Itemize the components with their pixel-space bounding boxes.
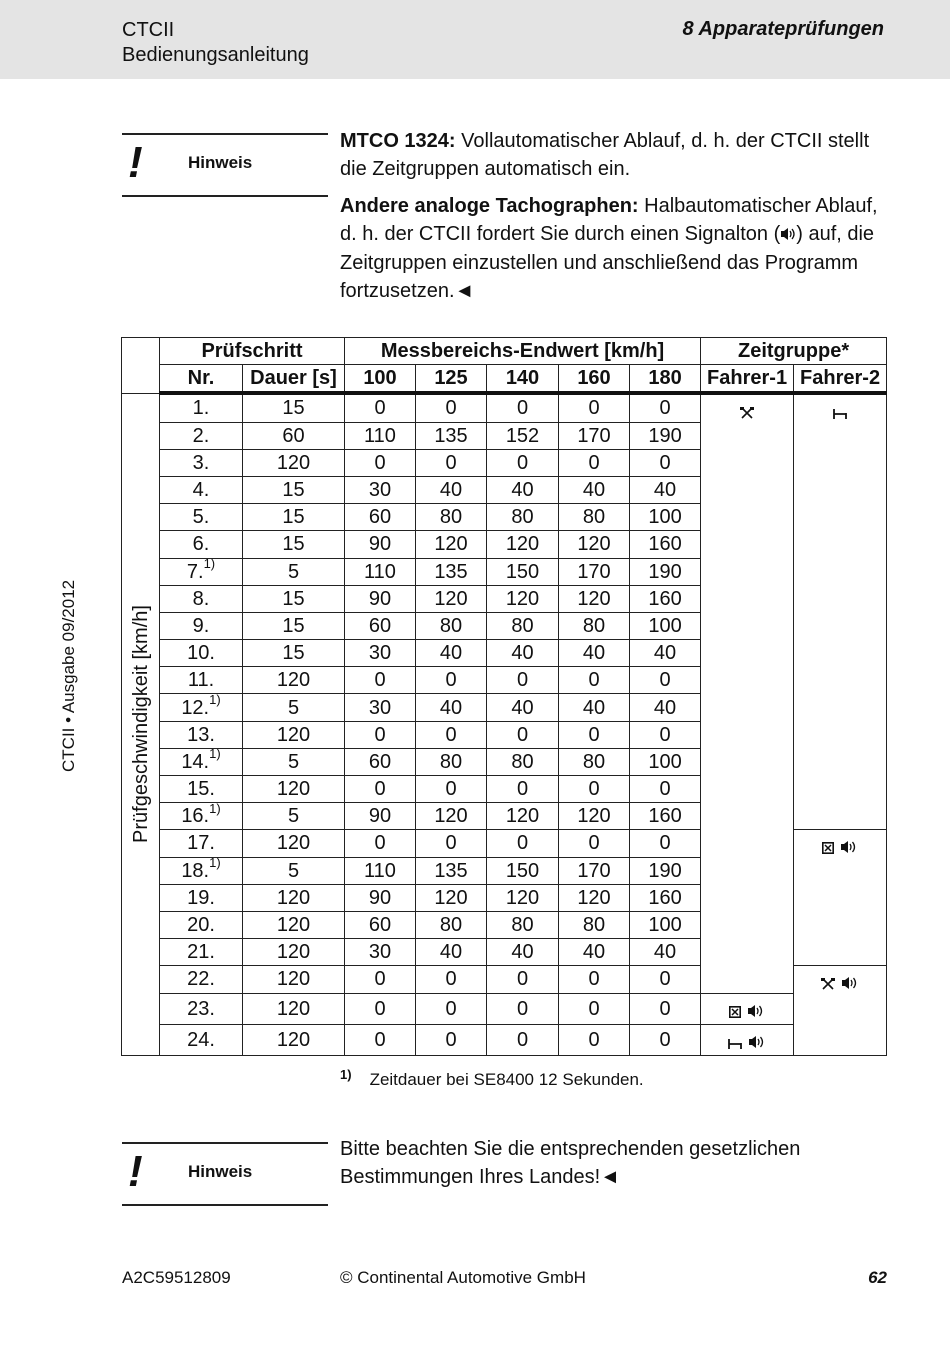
vertical-axis-label-cell	[122, 393, 160, 1055]
step-number: 12.	[181, 696, 210, 719]
cell-nr	[160, 911, 243, 938]
cell-speed-140: 80	[487, 911, 559, 938]
cell-speed-125: 80	[416, 911, 487, 938]
table-header-row-2	[122, 365, 887, 394]
cell-speed-140: 0	[487, 449, 559, 476]
footer-doc-number: A2C59512809	[122, 1268, 231, 1287]
cell-speed-160: 120	[559, 884, 630, 911]
mtco-text: Vollautomatischer Ablauf, d. h. der CTCII stellt die Zeitgruppen automatisch ein.	[340, 130, 870, 180]
header-messbereich: Messbereichs-Endwert [km/h]	[345, 338, 701, 365]
cell-nr	[160, 531, 243, 558]
cell-speed-160: 170	[559, 558, 630, 585]
fahrer2-zeitgruppe-cell	[794, 830, 887, 966]
cell-speed-160: 0	[559, 966, 630, 993]
cell-speed-125: 0	[416, 776, 487, 803]
step-number: 16.	[181, 805, 210, 828]
header-dauer: Dauer [s]	[243, 365, 345, 394]
cell-nr	[160, 857, 243, 884]
cell-dauer: 120	[243, 993, 345, 1024]
cell-speed-180: 0	[630, 830, 701, 857]
step-number: 15.	[187, 778, 215, 801]
step-number: 9.	[192, 614, 210, 637]
cell-dauer: 15	[243, 476, 345, 503]
hint-box-1	[122, 133, 328, 197]
cell-speed-180: 0	[630, 393, 701, 422]
cell-speed-125: 135	[416, 558, 487, 585]
cell-speed-125: 40	[416, 476, 487, 503]
cell-speed-140: 120	[487, 531, 559, 558]
cell-speed-160: 0	[559, 449, 630, 476]
footer-page-number: 62	[868, 1268, 887, 1287]
cell-speed-100: 60	[345, 911, 416, 938]
cell-nr	[160, 939, 243, 966]
cell-speed-125: 0	[416, 393, 487, 422]
cell-nr	[160, 694, 243, 721]
hint-label: Hinweis	[188, 153, 253, 172]
header-nr: Nr.	[160, 365, 243, 394]
mtco-heading: MTCO 1324:	[340, 130, 456, 152]
cell-speed-140: 150	[487, 558, 559, 585]
step-number: 2.	[192, 424, 210, 447]
cell-speed-100: 30	[345, 640, 416, 667]
cell-speed-160: 80	[559, 504, 630, 531]
footnote-ref: 1)	[209, 857, 221, 870]
work-hammers-icon	[740, 403, 754, 420]
footnote-ref: 1)	[209, 693, 221, 707]
page-header	[0, 0, 950, 79]
speaker-icon	[780, 223, 796, 251]
cell-speed-140: 40	[487, 640, 559, 667]
rest-bed-icon	[728, 1033, 765, 1050]
cell-speed-180: 160	[630, 585, 701, 612]
header-doc-subtitle: Bedienungsanleitung	[122, 44, 309, 66]
cell-speed-100: 60	[345, 748, 416, 775]
cell-speed-140: 40	[487, 939, 559, 966]
availability-box-icon	[822, 838, 857, 855]
cell-speed-160: 120	[559, 531, 630, 558]
cell-speed-100: 0	[345, 966, 416, 993]
cell-speed-180: 0	[630, 966, 701, 993]
cell-speed-125: 40	[416, 939, 487, 966]
footer-copyright: © Continental Automotive GmbH	[340, 1268, 586, 1287]
cell-speed-180: 0	[630, 667, 701, 694]
cell-speed-125: 0	[416, 721, 487, 748]
footnote-ref: 1)	[209, 748, 221, 762]
cell-speed-160: 0	[559, 993, 630, 1024]
cell-dauer: 15	[243, 393, 345, 422]
cell-nr	[160, 884, 243, 911]
cell-speed-125: 80	[416, 612, 487, 639]
cell-speed-180: 100	[630, 504, 701, 531]
cell-nr	[160, 640, 243, 667]
hint-box-2	[122, 1142, 328, 1206]
cell-speed-160: 80	[559, 911, 630, 938]
cell-speed-140: 80	[487, 612, 559, 639]
fahrer2-zeitgruppe-cell	[794, 966, 887, 1056]
cell-speed-140: 120	[487, 884, 559, 911]
test-steps-table	[121, 337, 887, 1056]
cell-nr	[160, 966, 243, 993]
cell-speed-100: 30	[345, 939, 416, 966]
cell-nr	[160, 449, 243, 476]
exclamation-icon: !	[128, 138, 143, 187]
header-speed-125: 125	[416, 365, 487, 394]
cell-speed-160: 120	[559, 803, 630, 830]
cell-speed-180: 0	[630, 449, 701, 476]
hint2-text: Bitte beachten Sie die entsprechenden gesetzlichen Bestimmungen Ihres Landes!	[340, 1138, 801, 1188]
cell-speed-100: 110	[345, 422, 416, 449]
cell-speed-140: 40	[487, 694, 559, 721]
cell-speed-100: 90	[345, 531, 416, 558]
cell-speed-160: 120	[559, 585, 630, 612]
cell-speed-140: 0	[487, 993, 559, 1024]
cell-speed-160: 80	[559, 748, 630, 775]
cell-speed-125: 80	[416, 504, 487, 531]
hint1-analog-paragraph	[340, 193, 890, 305]
cell-speed-125: 80	[416, 748, 487, 775]
cell-speed-180: 160	[630, 803, 701, 830]
header-fahrer-2: Fahrer-2	[794, 365, 887, 394]
cell-nr	[160, 612, 243, 639]
cell-speed-140: 150	[487, 857, 559, 884]
cell-speed-125: 120	[416, 884, 487, 911]
cell-speed-160: 40	[559, 476, 630, 503]
end-mark: ◄	[454, 279, 475, 302]
cell-speed-100: 0	[345, 393, 416, 422]
cell-speed-180: 190	[630, 857, 701, 884]
cell-nr	[160, 721, 243, 748]
cell-dauer: 120	[243, 966, 345, 993]
step-number: 4.	[192, 479, 210, 502]
cell-dauer: 120	[243, 911, 345, 938]
header-corner-cell	[122, 338, 160, 394]
step-number: 17.	[187, 832, 215, 855]
cell-nr	[160, 476, 243, 503]
cell-speed-180: 0	[630, 1024, 701, 1055]
analog-text-a: Halbautomatischer Ablauf, d. h. der CTCII fordert Sie durch einen Signalton (	[340, 195, 878, 245]
step-number: 24.	[187, 1028, 215, 1051]
cell-dauer: 15	[243, 531, 345, 558]
cell-speed-125: 120	[416, 585, 487, 612]
header-zeitgruppe: Zeitgruppe*	[701, 338, 887, 365]
cell-speed-140: 80	[487, 748, 559, 775]
cell-speed-140: 120	[487, 803, 559, 830]
header-pruefschritt: Prüfschritt	[160, 338, 345, 365]
cell-speed-140: 40	[487, 476, 559, 503]
cell-dauer: 60	[243, 422, 345, 449]
cell-speed-140: 120	[487, 585, 559, 612]
step-number: 6.	[192, 533, 210, 556]
cell-speed-125: 135	[416, 857, 487, 884]
cell-speed-160: 40	[559, 640, 630, 667]
cell-speed-140: 0	[487, 830, 559, 857]
cell-speed-100: 0	[345, 1024, 416, 1055]
cell-speed-160: 40	[559, 939, 630, 966]
step-number: 14.	[181, 750, 210, 773]
cell-speed-100: 90	[345, 803, 416, 830]
cell-speed-100: 110	[345, 857, 416, 884]
cell-speed-100: 30	[345, 694, 416, 721]
step-number: 18.	[181, 859, 210, 882]
step-number: 20.	[187, 914, 215, 937]
cell-speed-180: 0	[630, 721, 701, 748]
cell-speed-125: 0	[416, 966, 487, 993]
cell-dauer: 120	[243, 830, 345, 857]
cell-speed-160: 40	[559, 694, 630, 721]
cell-nr	[160, 830, 243, 857]
step-number: 8.	[192, 587, 210, 610]
cell-speed-140: 0	[487, 1024, 559, 1055]
cell-dauer: 5	[243, 857, 345, 884]
cell-speed-180: 40	[630, 939, 701, 966]
hint-label: Hinweis	[188, 1162, 253, 1181]
cell-speed-125: 0	[416, 667, 487, 694]
cell-speed-125: 120	[416, 803, 487, 830]
fahrer1-zeitgruppe-cell	[701, 1024, 794, 1055]
header-speed-160: 160	[559, 365, 630, 394]
step-number: 23.	[187, 997, 215, 1020]
cell-dauer: 15	[243, 585, 345, 612]
cell-speed-140: 0	[487, 776, 559, 803]
cell-speed-125: 0	[416, 1024, 487, 1055]
cell-nr	[160, 748, 243, 775]
cell-speed-180: 160	[630, 531, 701, 558]
work-hammers-icon	[821, 974, 858, 991]
step-number: 22.	[187, 968, 215, 991]
fahrer2-zeitgruppe-cell	[794, 393, 887, 830]
cell-speed-180: 40	[630, 694, 701, 721]
vertical-axis-label: Prüfgeschwindigkeit [km/h]	[129, 605, 152, 844]
hint1-mtco-paragraph	[340, 128, 890, 183]
cell-speed-140: 0	[487, 966, 559, 993]
fahrer1-zeitgruppe-cell	[701, 393, 794, 993]
cell-nr	[160, 993, 243, 1024]
cell-speed-180: 160	[630, 884, 701, 911]
header-doc-info	[122, 18, 309, 68]
cell-nr	[160, 1024, 243, 1055]
cell-speed-180: 100	[630, 748, 701, 775]
footnote-text: Zeitdauer bei SE8400 12 Sekunden.	[369, 1070, 644, 1089]
cell-speed-100: 110	[345, 558, 416, 585]
analog-heading: Andere analoge Tachographen:	[340, 195, 639, 217]
cell-speed-100: 0	[345, 776, 416, 803]
cell-dauer: 120	[243, 776, 345, 803]
cell-speed-125: 135	[416, 422, 487, 449]
cell-speed-180: 100	[630, 612, 701, 639]
cell-speed-180: 40	[630, 476, 701, 503]
step-number: 21.	[187, 941, 215, 964]
header-chapter: 8 Apparateprüfungen	[682, 18, 884, 40]
cell-dauer: 120	[243, 667, 345, 694]
side-edition-label: CTCII • Ausgabe 09/2012	[59, 579, 78, 772]
cell-speed-140: 0	[487, 667, 559, 694]
table-body	[122, 393, 887, 1055]
cell-dauer: 15	[243, 612, 345, 639]
cell-speed-160: 80	[559, 612, 630, 639]
footnote	[340, 1067, 644, 1090]
cell-speed-160: 0	[559, 830, 630, 857]
header-doc-title: CTCII	[122, 19, 175, 41]
header-speed-100: 100	[345, 365, 416, 394]
cell-speed-140: 0	[487, 393, 559, 422]
table-row	[122, 993, 887, 1024]
cell-speed-140: 0	[487, 721, 559, 748]
cell-nr	[160, 776, 243, 803]
cell-speed-100: 60	[345, 504, 416, 531]
cell-speed-160: 0	[559, 667, 630, 694]
cell-nr	[160, 558, 243, 585]
hint2-paragraph	[340, 1136, 890, 1191]
cell-speed-100: 30	[345, 476, 416, 503]
cell-speed-100: 90	[345, 585, 416, 612]
cell-speed-180: 40	[630, 640, 701, 667]
cell-dauer: 15	[243, 504, 345, 531]
cell-nr	[160, 585, 243, 612]
step-number: 11.	[187, 669, 215, 692]
cell-speed-100: 0	[345, 993, 416, 1024]
cell-nr	[160, 422, 243, 449]
cell-nr	[160, 504, 243, 531]
step-number: 3.	[192, 451, 210, 474]
cell-dauer: 5	[243, 558, 345, 585]
cell-speed-160: 0	[559, 1024, 630, 1055]
cell-speed-160: 170	[559, 857, 630, 884]
step-number: 10.	[187, 642, 215, 665]
header-speed-140: 140	[487, 365, 559, 394]
cell-dauer: 5	[243, 694, 345, 721]
step-number: 13.	[187, 723, 215, 746]
cell-nr	[160, 667, 243, 694]
step-number: 19.	[187, 886, 215, 909]
step-number: 1.	[192, 397, 210, 420]
cell-speed-180: 190	[630, 558, 701, 585]
cell-dauer: 120	[243, 939, 345, 966]
cell-speed-125: 0	[416, 449, 487, 476]
availability-box-icon	[729, 1002, 764, 1019]
cell-speed-180: 100	[630, 911, 701, 938]
cell-speed-125: 0	[416, 830, 487, 857]
cell-speed-100: 0	[345, 830, 416, 857]
cell-dauer: 5	[243, 748, 345, 775]
cell-dauer: 120	[243, 721, 345, 748]
table-header-row-1	[122, 338, 887, 365]
cell-speed-140: 152	[487, 422, 559, 449]
cell-speed-125: 40	[416, 694, 487, 721]
cell-nr	[160, 803, 243, 830]
cell-speed-125: 0	[416, 993, 487, 1024]
footnote-mark: 1)	[340, 1067, 352, 1082]
cell-speed-180: 0	[630, 776, 701, 803]
analog-text-b: ) auf, die Zeitgruppen einzustellen und anschließend das Programm fortzusetzen.	[340, 222, 875, 302]
cell-speed-100: 60	[345, 612, 416, 639]
rest-bed-icon	[833, 403, 847, 420]
cell-speed-100: 0	[345, 667, 416, 694]
cell-speed-100: 0	[345, 721, 416, 748]
step-number: 5.	[192, 506, 210, 529]
exclamation-icon: !	[128, 1147, 143, 1196]
cell-speed-140: 80	[487, 504, 559, 531]
footnote-ref: 1)	[209, 802, 221, 816]
fahrer1-zeitgruppe-cell	[701, 993, 794, 1024]
cell-dauer: 120	[243, 449, 345, 476]
cell-speed-125: 120	[416, 531, 487, 558]
cell-speed-100: 0	[345, 449, 416, 476]
end-mark: ◄	[600, 1165, 620, 1188]
cell-dauer: 5	[243, 803, 345, 830]
header-speed-180: 180	[630, 365, 701, 394]
table-row	[122, 393, 887, 422]
cell-dauer: 15	[243, 640, 345, 667]
step-number: 7.	[186, 560, 204, 583]
cell-nr	[160, 393, 243, 422]
cell-speed-125: 40	[416, 640, 487, 667]
cell-speed-180: 0	[630, 993, 701, 1024]
cell-dauer: 120	[243, 884, 345, 911]
cell-speed-160: 0	[559, 721, 630, 748]
cell-speed-160: 0	[559, 393, 630, 422]
header-fahrer-1: Fahrer-1	[701, 365, 794, 394]
cell-speed-160: 170	[559, 422, 630, 449]
table-row	[122, 1024, 887, 1055]
cell-speed-100: 90	[345, 884, 416, 911]
cell-dauer: 120	[243, 1024, 345, 1055]
footnote-ref: 1)	[203, 558, 216, 571]
cell-speed-160: 0	[559, 776, 630, 803]
cell-speed-180: 190	[630, 422, 701, 449]
